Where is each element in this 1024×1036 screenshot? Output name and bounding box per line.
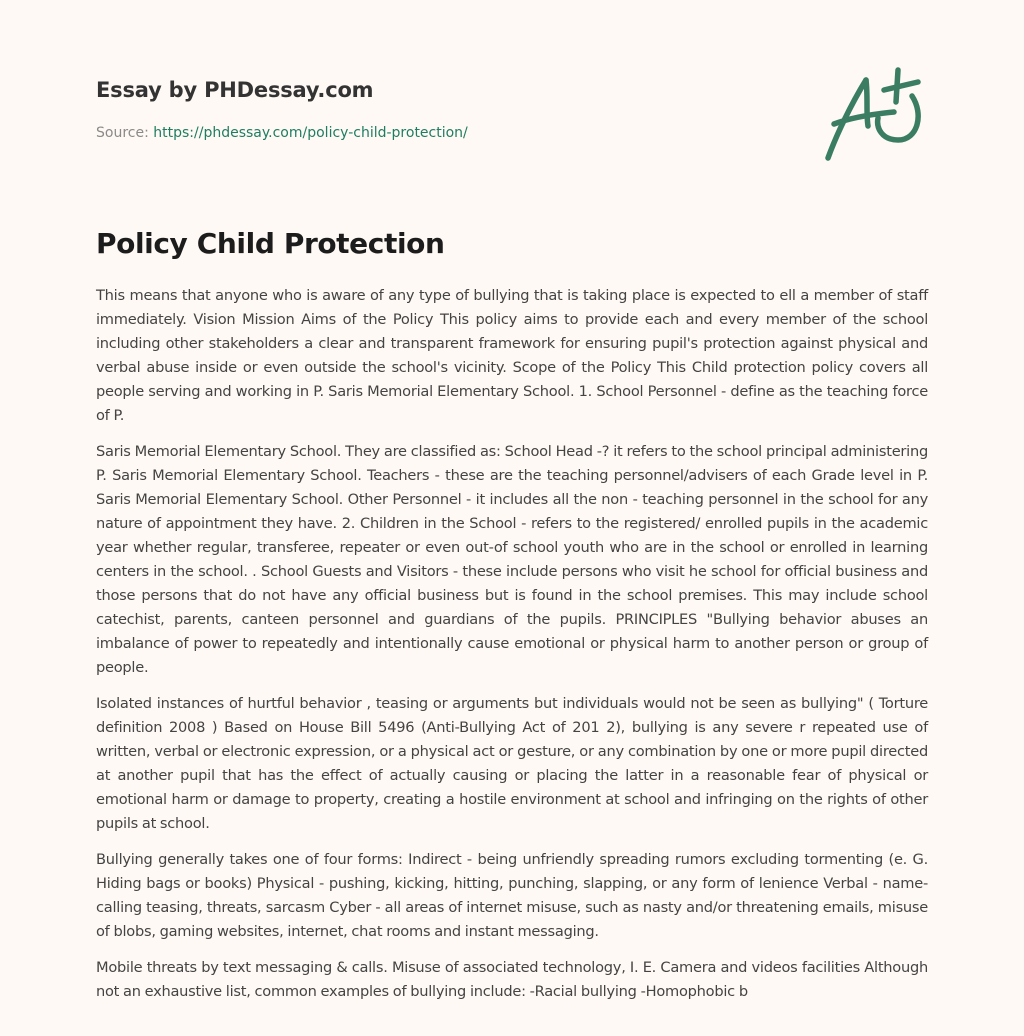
essay-paragraph: Saris Memorial Elementary School. They are classified as: School Head -? it refers to the school principal administering P. Saris Memorial Elementary School. Teachers - these are the teaching personnel/advisers of each Grade level in P. Saris Memorial Elementary School. Other Personnel - it includes all the non - teaching personnel in the school for any nature of appointment they have. 2. Children in the School - refers to the registered/ enrolled pupils in the academic year whether regular, transferee, repeater or even out-of school youth who are in the school or enrolled in learning centers in the school. . School Guests and Visitors - these include persons who visit he school for official business and those persons that do not have any official business but is found in the school premises. This may include school catechist, parents, canteen personnel and guardians of the pupils. PRINCIPLES "Bullying behavior abuses an imbalance of power to repeatedly and intentionally cause emotional or physical harm to another person or group of people. — [96, 443, 928, 676]
essay-paragraph: Isolated instances of hurtful behavior , teasing or arguments but individuals would not be seen as bullying" ( Torture definition 2008 ) Based on House Bill 5496 (Anti-Bullying Act of 201 2), bullying is any severe r repeated use of written, verbal or electronic expression, or a physical act or gesture, or any combination by one or more pupil directed at another pupil that has the effect of actually causing or placing the latter in a reasonable fear of physical or emotional harm or damage to property, creating a hostile environment at school and infringing on the rights of other pupils at school. — [96, 695, 928, 832]
essay-paragraph: This means that anyone who is aware of any type of bullying that is taking place is expected to ell a member of staff immediately. Vision Mission Aims of the Policy This policy aims to provide each and every member of the school including other stakeholders a clear and transparent framework for ensuring pupil's protection against physical and verbal abuse inside or even outside the school's vicinity. Scope of the Policy This Child protection policy covers all people serving and working in P. Saris Memorial Elementary School. 1. School Personnel - define as the teaching force of P. — [96, 287, 928, 424]
source-label: Source: — [96, 125, 154, 141]
source-link[interactable]: https://phdessay.com/policy-child-protection/ — [153, 125, 468, 141]
essay-body — [96, 284, 928, 1016]
essay-paragraph: Bullying generally takes one of four forms: Indirect - being unfriendly spreading rumors excluding tormenting (e. G. Hiding bags or books) Physical - pushing, kicking, hitting, punching, slapping, or any form of lenience Verbal - name-calling teasing, threats, sarcasm Cyber - all areas of internet misuse, such as nasty and/or threatening emails, misuse of blobs, gaming websites, internet, chat rooms and instant messaging. — [96, 851, 928, 940]
source-line — [96, 124, 468, 142]
essay-paragraph: Mobile threats by text messaging & calls. Misuse of associated technology, I. E. Camera and videos facilities Although not an exhaustive list, common examples of bullying include: -Racial bullying -Homophobic b — [96, 959, 928, 1000]
page-header — [96, 0, 928, 190]
site-title: Essay by PHDessay.com — [96, 78, 374, 102]
essay-page — [96, 0, 928, 1000]
essay-title: Policy Child Protection — [96, 227, 445, 260]
a-plus-grade-icon — [822, 66, 926, 166]
